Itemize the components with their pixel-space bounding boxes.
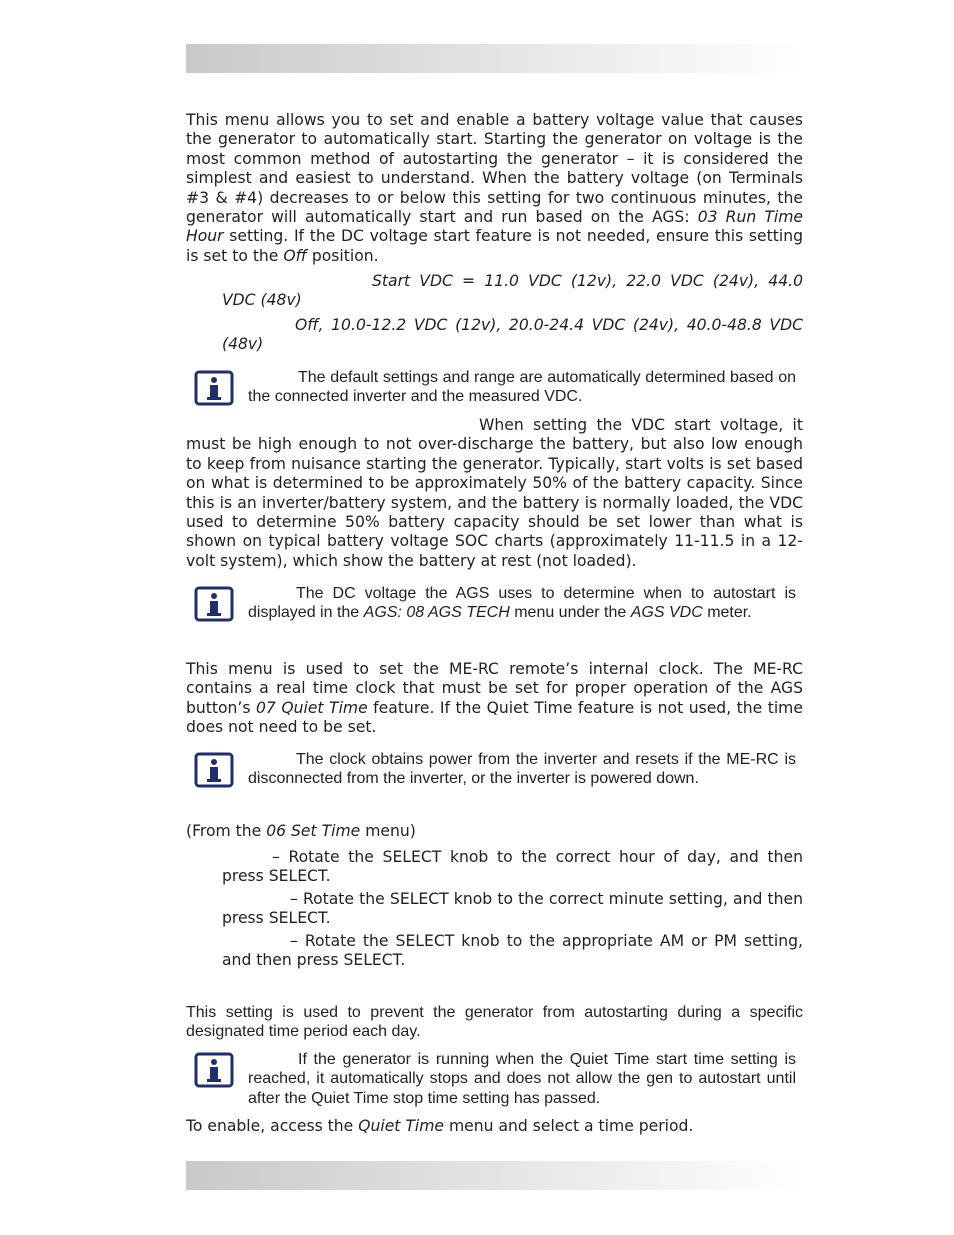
note-text: The default settings and range are automatically determined based on the connected inverter and the measured VDC. xyxy=(248,369,796,406)
info-icon xyxy=(194,752,234,788)
quiet-time-paragraph: This setting is used to prevent the generator from autostarting during a specific designated time period each day. xyxy=(186,1004,803,1041)
info-icon xyxy=(194,370,234,406)
set-time-from: (From the 06 Set Time menu) xyxy=(186,822,416,840)
info-note: The clock obtains power from the inverter and resets if the ME-RC is disconnected from the inverter, or the inverter is powered down. xyxy=(194,750,803,794)
info-icon xyxy=(194,586,234,622)
set-time-paragraph: This menu is used to set the ME-RC remote’s internal clock. The ME-RC contains a real time clock that must be set for proper operation of the AGS button’s 07 Quiet Time feature. If the Quiet Time feature is not used, the time does not need to be set. xyxy=(186,660,803,737)
range-setting: Off, 10.0-12.2 VDC (12v), 20.0-24.4 VDC (24v), 40.0-48.8 VDC (48v) xyxy=(222,316,803,354)
default-setting: Start VDC = 11.0 VDC (12v), 22.0 VDC (24v), 44.0 VDC (48v) xyxy=(222,272,803,310)
start-voltage-paragraph: This menu allows you to set and enable a battery voltage value that causes the generator to automatically start. Starting the generator on voltage is the most common method of autostarting the generator – it is considered the simplest and easiest to understand. When the battery voltage (on Terminals #3 & #4) decreases to or below this setting for two continuous minutes, the generator will automatically start and run based on the AGS: 03 Run Time Hour setting. If the DC voltage start feature is not needed, ensure this setting is set to the Off position. xyxy=(186,111,804,265)
info-icon xyxy=(194,1052,234,1088)
step-minute: – Rotate the SELECT knob to the correct minute setting, and then press SELECT. xyxy=(222,890,803,928)
header-bar xyxy=(186,44,802,73)
footer-bar xyxy=(186,1161,802,1190)
step-ampm: – Rotate the SELECT knob to the appropriate AM or PM setting, and then press SELECT. xyxy=(222,932,803,970)
step-hour: – Rotate the SELECT knob to the correct hour of day, and then press SELECT. xyxy=(222,848,803,886)
info-note xyxy=(194,368,803,412)
start-voltage-guidance: When setting the VDC start voltage, it must be high enough to not over-discharge the battery, but also low enough to keep from nuisance starting the generator. Typically, start volts is set based on what is determined to be approximately 50% of the battery capacity. Since this is an inverter/battery system, and the battery is normally loaded, the VDC used to determine 50% battery capacity should be set lower than what is shown on typical battery voltage SOC charts (approximately 11-11.5 in a 12-volt system), which show the battery at rest (not loaded). xyxy=(186,416,803,570)
info-note: If the generator is running when the Quiet Time start time setting is reached, it automatically stops and does not allow the gen to autostart until after the Quiet Time stop time setting has passed. xyxy=(194,1050,803,1094)
info-note: The DC voltage the AGS uses to determine when to autostart is displayed in the AGS: 08 AGS TECH menu under the AGS VDC meter. xyxy=(194,584,803,628)
quiet-time-enable: To enable, access the Quiet Time menu and select a time period. xyxy=(186,1117,694,1135)
